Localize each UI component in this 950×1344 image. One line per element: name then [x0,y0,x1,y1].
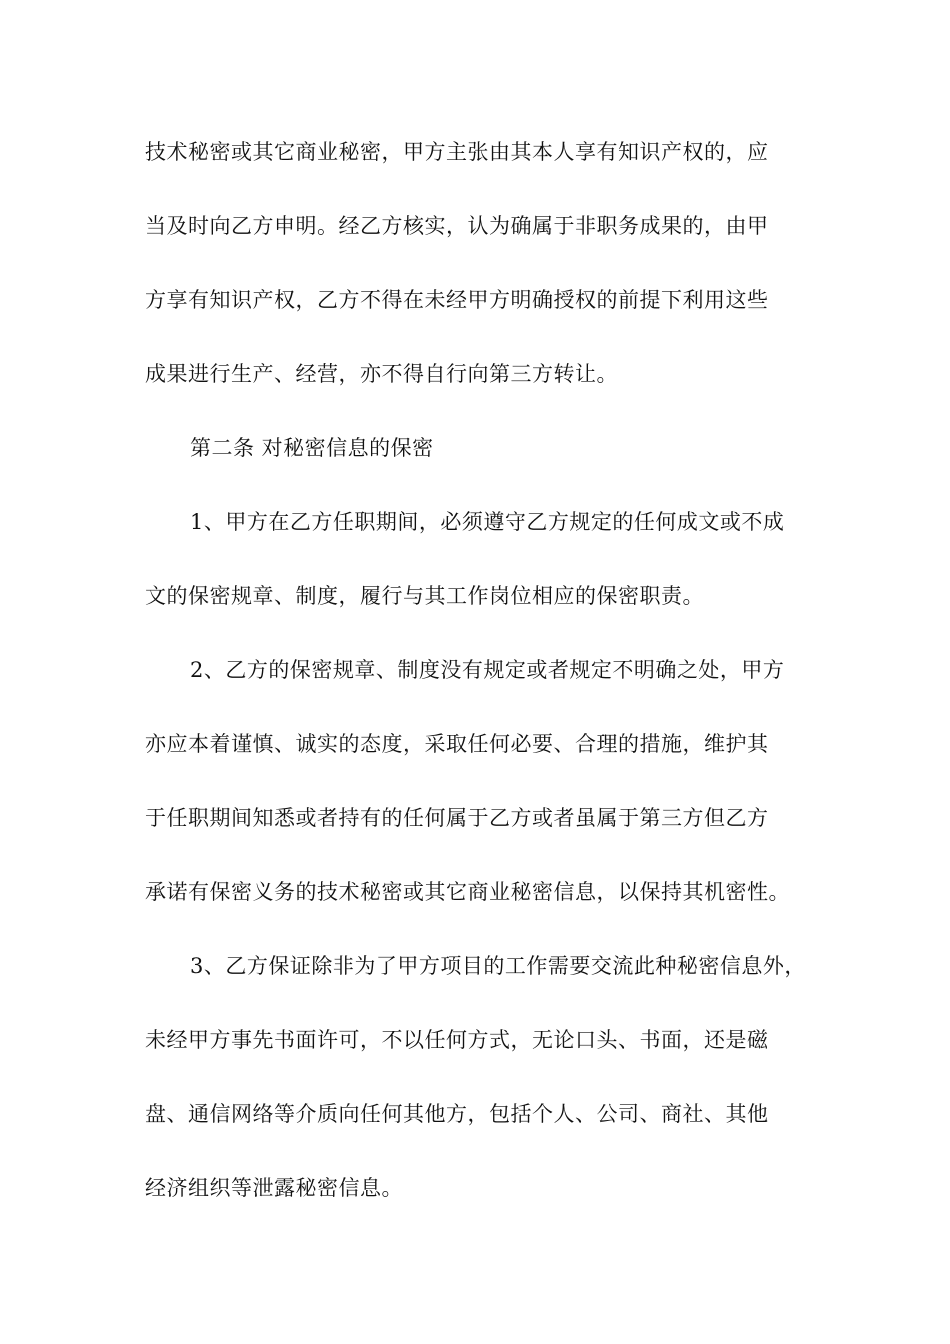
body-text-line: 成果进行生产、经营，亦不得自行向第三方转让。 [145,362,618,386]
body-text-line: 盘、通信网络等介质向任何其他方，包括个人、公司、商社、其他 [145,1102,769,1126]
body-text-line: 当及时向乙方申明。经乙方核实，认为确属于非职务成果的，由甲 [145,214,769,238]
body-text-line: 经济组织等泄露秘密信息。 [145,1176,403,1200]
body-text-line: 方享有知识产权，乙方不得在未经甲方明确授权的前提下利用这些 [145,288,769,312]
body-text-line: 未经甲方事先书面许可，不以任何方式，无论口头、书面，还是磁 [145,1028,769,1052]
body-text-line: 3、乙方保证除非为了甲方项目的工作需要交流此种秘密信息外， [190,954,806,978]
body-text-line: 亦应本着谨慎、诚实的态度，采取任何必要、合理的措施，维护其 [145,732,769,756]
body-text-line: 2、乙方的保密规章、制度没有规定或者规定不明确之处，甲方 [190,658,785,682]
body-text-line: 技术秘密或其它商业秘密，甲方主张由其本人享有知识产权的，应 [145,140,769,164]
body-text-line: 于任职期间知悉或者持有的任何属于乙方或者虽属于第三方但乙方 [145,806,769,830]
body-text-line: 承诺有保密义务的技术秘密或其它商业秘密信息，以保持其机密性。 [145,880,790,904]
body-text-line: 文的保密规章、制度，履行与其工作岗位相应的保密职责。 [145,584,704,608]
section-heading: 第二条 对秘密信息的保密 [190,436,434,460]
body-text-line: 1、甲方在乙方任职期间，必须遵守乙方规定的任何成文或不成 [190,510,785,534]
